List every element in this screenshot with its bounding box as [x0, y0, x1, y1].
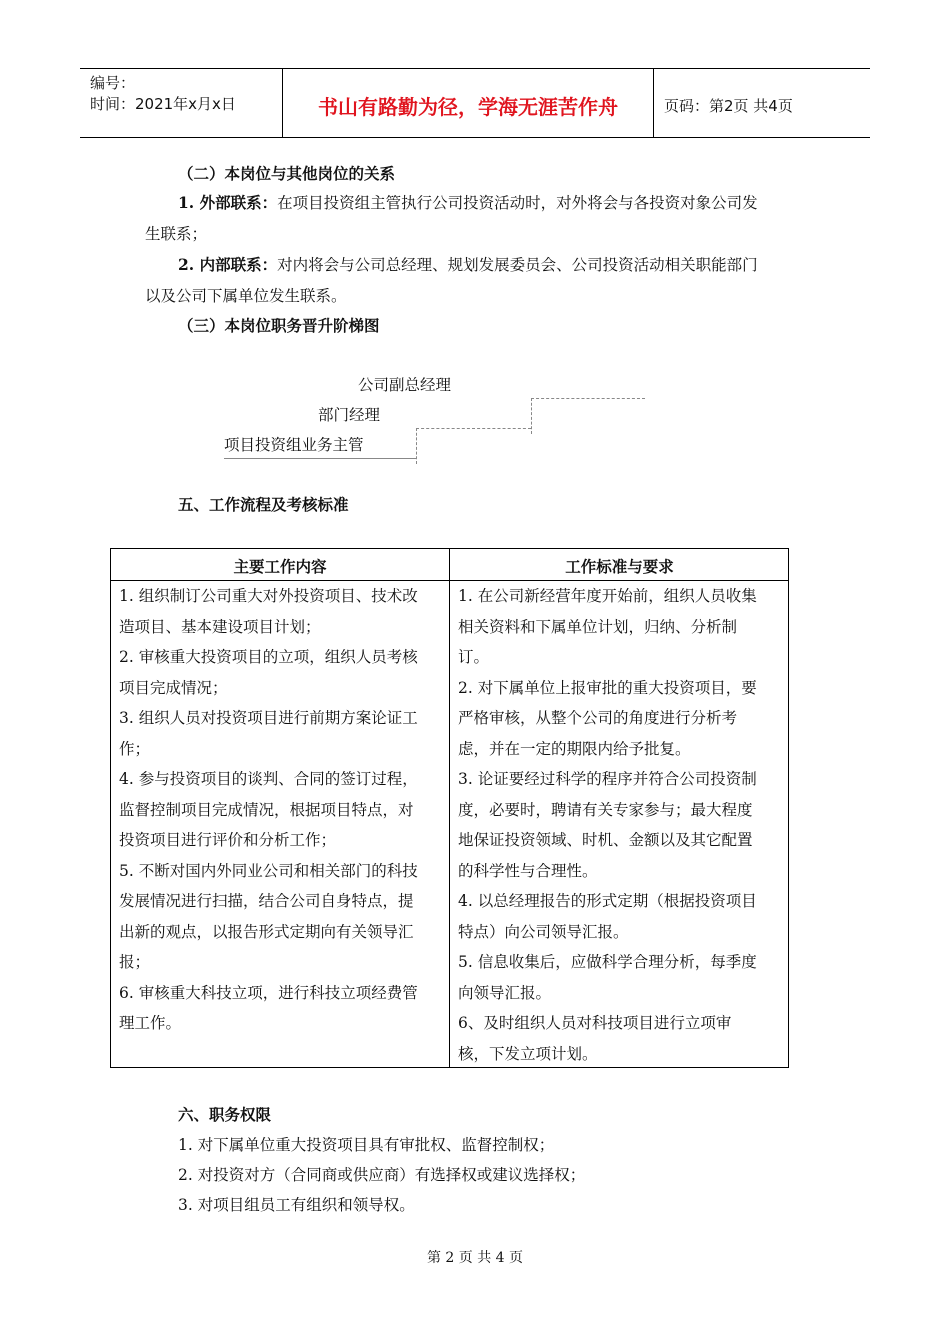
document-number-label: 编号：	[90, 74, 136, 92]
table-column-standards	[458, 581, 782, 1069]
table-cell-line: 作；	[119, 739, 151, 758]
table-cell-line: 1. 组织制订公司重大对外投资项目、技术改	[119, 587, 418, 605]
table-cell-line: 相关资料和下属单位计划，归纳、分析制	[458, 617, 738, 636]
ladder-step-top	[531, 398, 645, 399]
table-cell-line: 理工作。	[119, 1014, 182, 1032]
header-page-number: 页码：第2页 共4页	[664, 97, 793, 115]
table-cell-line: 向领导汇报。	[458, 983, 552, 1002]
internal-contact-line-1	[178, 253, 758, 275]
page-footer: 第 2 页 共 4 页	[426, 1250, 524, 1266]
table-cell-line: 特点）向公司领导汇报。	[458, 922, 629, 941]
ladder-level-bottom: 项目投资组业务主管	[224, 436, 364, 454]
table-cell-line: 2. 对下属单位上报审批的重大投资项目，要	[458, 678, 757, 697]
ladder-step-middle	[416, 428, 531, 429]
ladder-riser-1	[416, 428, 417, 464]
table-cell-line: 造项目、基本建设项目计划；	[119, 617, 321, 636]
table-cell-line: 的科学性与合理性。	[458, 861, 598, 880]
table-cell-line: 5. 不断对国内外同业公司和相关部门的科技	[119, 861, 418, 880]
work-standards-table	[110, 548, 789, 1068]
table-cell-line: 4. 参与投资项目的谈判、合同的签订过程，	[119, 770, 418, 788]
header-motto-cell	[283, 69, 654, 137]
table-cell-line: 5. 信息收集后，应做科学合理分析，每季度	[458, 953, 757, 971]
table-cell-line: 2. 审核重大投资项目的立项，组织人员考核	[119, 648, 418, 666]
authority-item-1: 1. 对下属单位重大投资项目具有审批权、监督控制权；	[178, 1136, 555, 1154]
table-cell-line: 6. 审核重大科技立项，进行科技立项经费管	[119, 983, 418, 1002]
authority-item-2: 2. 对投资对方（合同商或供应商）有选择权或建议选择权；	[178, 1166, 586, 1184]
table-cell-line: 6、及时组织人员对科技项目进行立项审	[458, 1014, 732, 1032]
internal-contact-text-2: 以及公司下属单位发生联系。	[145, 287, 347, 305]
authority-item-3: 3. 对项目组员工有组织和领导权。	[178, 1196, 415, 1214]
internal-contact-text-1: 对内将会与公司总经理、规划发展委员会、公司投资活动相关职能部门	[277, 256, 758, 274]
table-cell-line: 虑，并在一定的期限内给予批复。	[458, 739, 691, 758]
table-cell-line: 1. 在公司新经营年度开始前，组织人员收集	[458, 587, 757, 605]
table-cell-line: 出新的观点，以报告形式定期向有关领导汇	[119, 922, 414, 941]
table-column-main-work	[119, 581, 443, 1039]
ladder-level-top: 公司副总经理	[358, 376, 452, 394]
document-time: 时间：2021年x月x日	[90, 95, 236, 113]
table-cell-line: 3. 组织人员对投资项目进行前期方案论证工	[119, 709, 418, 727]
external-contact-line-1	[178, 191, 758, 213]
ladder-level-middle: 部门经理	[318, 406, 381, 424]
table-cell-line: 4. 以总经理报告的形式定期（根据投资项目	[458, 892, 757, 910]
external-contact-text-2: 生联系；	[145, 225, 208, 243]
table-cell-line: 核，下发立项计划。	[458, 1044, 598, 1063]
relations-heading: （二）本岗位与其他岗位的关系	[178, 164, 396, 183]
table-cell-line: 严格审核，从整个公司的角度进行分析考	[458, 709, 738, 727]
header-motto: 书山有路勤为径，学海无涯苦作舟	[318, 95, 618, 119]
table-cell-line: 投资项目进行评价和分析工作；	[119, 831, 337, 849]
table-column-divider	[449, 549, 450, 1067]
internal-contact-label: 2. 内部联系：	[178, 255, 278, 274]
external-contact-text-1: 在项目投资组主管执行公司投资活动时，对外将会与各投资对象公司发	[277, 194, 758, 212]
table-cell-line: 3. 论证要经过科学的程序并符合公司投资制	[458, 770, 757, 788]
table-header-standards: 工作标准与要求	[565, 558, 674, 576]
ladder-riser-2	[531, 398, 532, 434]
table-cell-line: 度，必要时，聘请有关专家参与；最大程度	[458, 800, 753, 819]
table-cell-line: 发展情况进行扫描，结合公司自身特点，提	[119, 892, 414, 910]
page-header	[80, 68, 870, 138]
table-header-main-work: 主要工作内容	[233, 558, 327, 576]
process-heading: 五、工作流程及考核标准	[178, 495, 349, 514]
authority-heading: 六、职务权限	[178, 1105, 272, 1124]
table-cell-line: 地保证投资领域、时机、金额以及其它配置	[458, 831, 753, 849]
table-cell-line: 订。	[458, 648, 490, 666]
external-contact-label: 1. 外部联系：	[178, 193, 278, 212]
ladder-step-bottom	[224, 458, 416, 459]
header-page-cell	[654, 69, 870, 137]
table-cell-line: 报；	[119, 953, 151, 971]
header-info-cell	[80, 69, 283, 137]
table-cell-line: 监督控制项目完成情况，根据项目特点，对	[119, 800, 414, 819]
table-cell-line: 项目完成情况；	[119, 678, 228, 697]
ladder-heading: （三）本岗位职务晋升阶梯图	[178, 316, 380, 335]
